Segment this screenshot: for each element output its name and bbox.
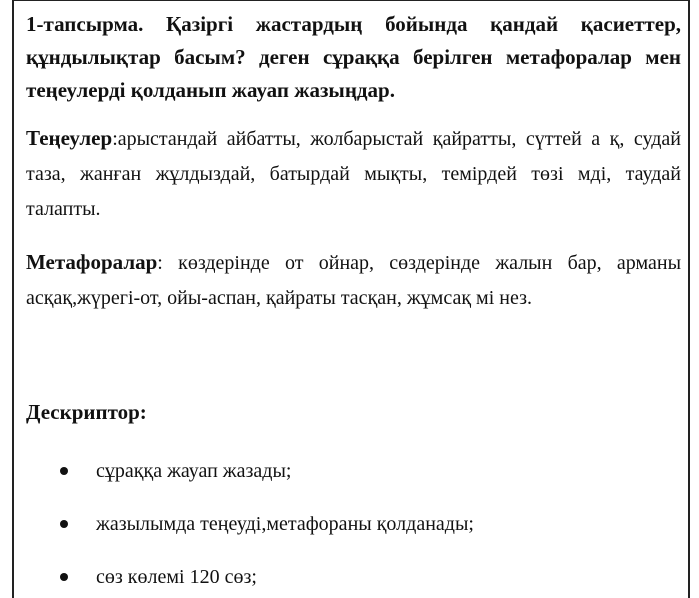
- descriptor-item-text: сұраққа жауап жазады;: [96, 460, 292, 482]
- task-heading: 1-тапсырма. Қазіргі жастардың бойында қандай қасиеттер, құндылықтар басым? деген сұраққа берілген метафоралар мен теңеулерді қолданып жауап жазыңдар.: [26, 12, 681, 102]
- similes-paragraph: [26, 121, 681, 227]
- metaphors-paragraph: [26, 245, 681, 316]
- similes-text: :арыстандай айбатты, жолбарыстай қайратты, сүттей а қ, судай таза, жанған жұлдыздай, батырдай мықты, темірдей төзі мді, таудай талапты.: [26, 128, 681, 220]
- bullet-icon: [60, 573, 68, 581]
- descriptor-item-text: сөз көлемі 120 сөз;: [96, 566, 257, 588]
- descriptor-list: [26, 453, 681, 598]
- document-content: [26, 8, 681, 588]
- list-item: [26, 506, 681, 542]
- descriptor-item-text: жазылымда теңеуді,метафораны қолданады;: [96, 513, 474, 535]
- list-item: [26, 453, 681, 489]
- descriptor-title: Дескриптор:: [26, 400, 147, 424]
- similes-label: Теңеулер: [26, 126, 113, 150]
- bullet-icon: [60, 520, 68, 528]
- metaphors-text: : көздерінде от ойнар, сөздерінде жалын бар, арманы асқақ,жүрегі-от, ойы-аспан, қайраты тасқан, жұмсақ мі нез.: [26, 252, 681, 309]
- metaphors-label: Метафоралар: [26, 250, 158, 274]
- list-item: [26, 559, 681, 595]
- bullet-icon: [60, 467, 68, 475]
